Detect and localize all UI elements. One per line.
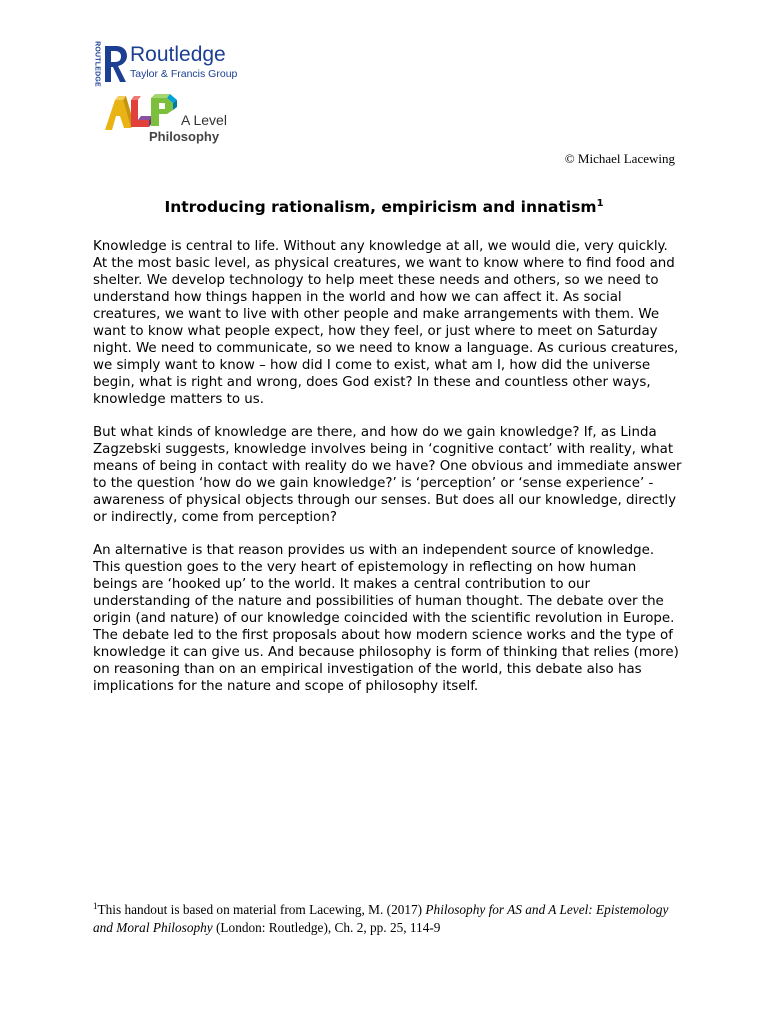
publisher-vertical-text: ROUTLEDGE xyxy=(93,41,101,87)
paragraph-2: But what kinds of knowledge are there, and how do we gain knowledge? If, as Linda Zagzebski suggests, knowledge involves being in ‘cognitive contact’ with reality, what means of being in contact with reality do we have? One obvious and immediate answer to the question ‘how do we gain knowledge?’ is ‘perception’ or ‘sense experience’ - awareness of physical objects through our senses. But does all our knowledge, directly or indirectly, come from perception? xyxy=(93,425,682,525)
title-text: Introducing rationalism, empiricism and innatism xyxy=(164,198,597,216)
paragraph-3: An alternative is that reason provides us with an independent source of knowledge. This question goes to the very heart of epistemology in reflecting on how human beings are ‘hooked up’ to the world. It makes a central contribution to our understanding of the nature and possibilities of human thought. The debate over the origin (and nature) of our knowledge coincided with the scientific revolution in Europe. The debate led to the first proposals about how modern science works and the type of knowledge it can give us. And because philosophy is form of thinking that relies (more) on reasoning than on an empirical investigation of the world, this debate also has implications for the nature and scope of philosophy itself. xyxy=(93,543,679,694)
paragraph-1: Knowledge is central to life. Without any knowledge at all, we would die, very quickly. At the most basic level, as physical creatures, we want to know where to find food and shelter. We develop technology to help meet these needs and others, so we need to understand how things happen in the world and how we can affect it. As social creatures, we want to live with other people and make arrangements with them. We want to know what people expect, how they feel, or just where to meet on Saturday night. We need to communicate, so we need to know a language. As curious creatures, we simply want to know – how did I come to exist, what am I, how did the universe begin, what is right and wrong, does God exist? In these and countless other ways, knowledge matters to us. xyxy=(93,239,679,407)
footnote-marker: 1 xyxy=(93,901,98,911)
copyright-notice: © Michael Lacewing xyxy=(564,151,675,166)
footnote-text-after: (London: Routledge), Ch. 2, pp. 25, 114-9 xyxy=(212,920,441,935)
body-text xyxy=(93,238,683,711)
footnote-book-title: Philosophy for AS and A Level: Epistemology and Moral Philosophy xyxy=(93,902,669,935)
publisher-group: Taylor & Francis Group xyxy=(130,68,238,80)
alp-logo xyxy=(103,92,243,148)
footnote xyxy=(93,901,683,937)
alp-blocks-icon xyxy=(103,92,185,134)
footnote-text-before: This handout is based on material from Lacewing, M. (2017) xyxy=(97,902,426,917)
title-footnote-marker: 1 xyxy=(596,198,604,209)
alp-level-text: A Level xyxy=(181,112,227,128)
publisher-name: Routledge xyxy=(130,43,226,66)
routledge-logo xyxy=(92,42,262,86)
routledge-r-icon xyxy=(102,44,130,84)
page-title xyxy=(0,198,768,216)
alp-subject-text: Philosophy xyxy=(149,129,220,144)
publisher-vertical-label xyxy=(92,42,102,86)
